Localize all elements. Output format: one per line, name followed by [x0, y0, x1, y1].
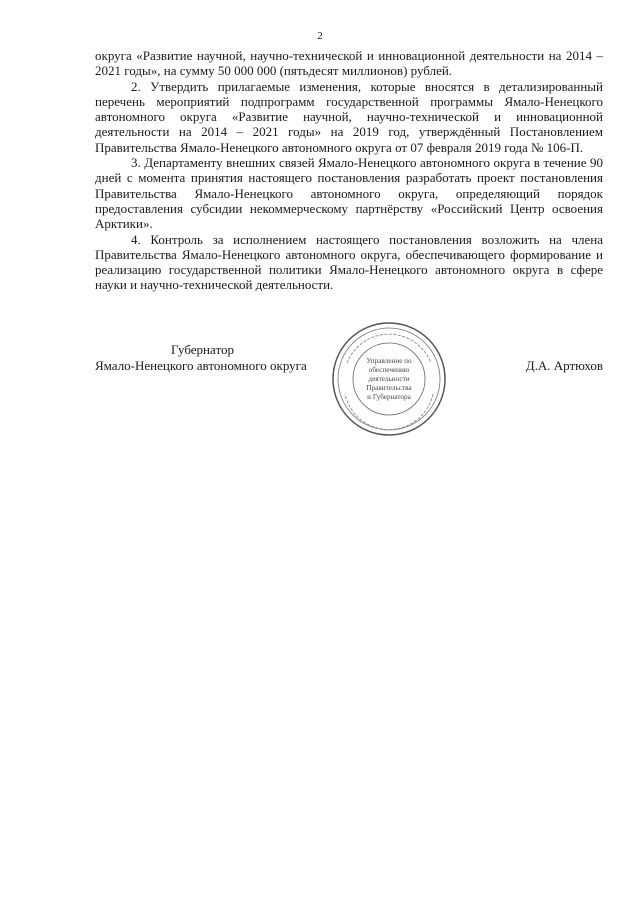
stamp-line-1: Управление по: [366, 357, 412, 365]
page-number: 2: [317, 30, 323, 42]
paragraph-item-4: 4. Контроль за исполнением настоящего постановления возложить на члена Правительства Ямало-Ненецкого автономного округа, обеспечивающего формирование и реализацию государственной политики Ямало-Ненецкого автономного округа в сфере науки и научно-технической деятельности.: [95, 231, 603, 293]
signer-name: Д.А. Артюхов: [525, 358, 603, 373]
stamp-line-5: и Губернатора: [367, 393, 411, 401]
signer-title-line1: Губернатор: [171, 342, 234, 357]
stamp-line-3: деятельности: [368, 375, 410, 383]
signer-title-line2: Ямало-Ненецкого автономного округа: [95, 358, 307, 373]
paragraph-item-3: 3. Департаменту внешних связей Ямало-Ненецкого автономного округа в течение 90 дней с момента принятия настоящего постановления разработать проект постановления Правительства Ямало-Ненецкого автономного округа, определяющий порядок предоставления субсидии некоммерческому партнёрству «Российский Центр освоения Арктики».: [95, 155, 603, 232]
official-stamp-seal: [330, 320, 448, 438]
document-body: [95, 48, 603, 293]
stamp-line-2: обеспечению: [368, 366, 410, 374]
paragraph-continuation: округа «Развитие научной, научно-технической и инновационной деятельности на 2014 – 2021 годы», на сумму 50 000 000 (пятьдесят миллионов) рублей.: [95, 48, 603, 79]
paragraph-item-2: 2. Утвердить прилагаемые изменения, которые вносятся в детализированный перечень мероприятий подпрограмм государственной программы Ямало-Ненецкого автономного округа «Развитие научной, научно-технической и инновационной деятельности на 2014 – 2021 годы» на 2019 год, утверждённый Постановлением Правительства Ямало-Ненецкого автономного округа от 07 февраля 2019 года № 106-П.: [95, 78, 603, 155]
stamp-line-4: Правительства: [366, 384, 412, 392]
